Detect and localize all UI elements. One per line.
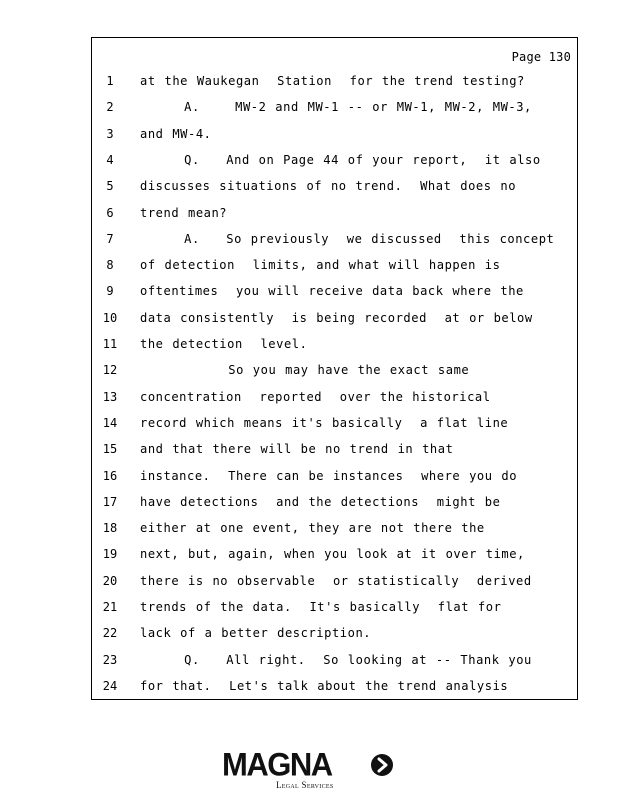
line-number: 16 bbox=[102, 468, 118, 483]
transcript-line bbox=[92, 152, 577, 168]
line-number: 2 bbox=[106, 100, 114, 115]
line-text: have detections and the detections might be bbox=[140, 494, 501, 509]
line-text: lack of a better description. bbox=[140, 626, 372, 641]
transcript-line bbox=[92, 520, 577, 536]
transcript-line bbox=[92, 231, 577, 247]
line-text: discusses situations of no trend. What does no bbox=[140, 179, 517, 194]
line-text: and MW-4. bbox=[140, 126, 212, 141]
line-number: 5 bbox=[106, 179, 114, 194]
line-text: data consistently is being recorded at or below bbox=[140, 310, 533, 325]
line-text: at the Waukegan Station for the trend testing? bbox=[140, 74, 525, 88]
line-number: 8 bbox=[106, 258, 114, 273]
line-text: either at one event, they are not there the bbox=[140, 521, 485, 536]
line-text: So you may have the exact same bbox=[140, 363, 470, 378]
line-text: Q. All right. So looking at -- Thank you bbox=[140, 652, 532, 667]
logo-wordmark: MAGNA bbox=[222, 746, 332, 783]
transcript-line bbox=[92, 415, 577, 431]
line-text: there is no observable or statistically derived bbox=[140, 573, 532, 588]
magna-logo bbox=[222, 748, 398, 794]
line-number: 4 bbox=[106, 152, 114, 167]
transcript-line bbox=[92, 283, 577, 299]
transcript-line bbox=[92, 362, 577, 378]
transcript-line bbox=[92, 389, 577, 405]
line-text: A. So previously we discussed this concept bbox=[140, 231, 555, 246]
line-number: 24 bbox=[102, 678, 118, 693]
transcript-line bbox=[92, 99, 577, 115]
transcript-line bbox=[92, 126, 577, 142]
transcript-line bbox=[92, 441, 577, 457]
line-text: Q. And on Page 44 of your report, it also bbox=[140, 152, 541, 167]
line-text: next, but, again, when you look at it over time, bbox=[140, 547, 525, 562]
line-text: for that. Let's talk about the trend analysis bbox=[140, 678, 509, 693]
line-number: 20 bbox=[102, 573, 118, 588]
transcript-page bbox=[91, 37, 578, 700]
transcript-line bbox=[92, 573, 577, 589]
line-text: the detection level. bbox=[140, 337, 308, 351]
transcript-line bbox=[92, 599, 577, 615]
line-text: instance. There can be instances where you do bbox=[140, 468, 518, 483]
line-number: 22 bbox=[102, 626, 118, 641]
line-number: 19 bbox=[102, 547, 118, 562]
line-text: trend mean? bbox=[140, 205, 228, 220]
arrow-circle-icon bbox=[371, 754, 393, 776]
line-number: 10 bbox=[102, 310, 118, 325]
line-number: 21 bbox=[102, 600, 118, 614]
line-number: 13 bbox=[102, 389, 118, 404]
transcript-line bbox=[92, 468, 577, 484]
line-number: 7 bbox=[106, 231, 114, 246]
line-number: 17 bbox=[102, 494, 118, 509]
transcript-line bbox=[92, 205, 577, 221]
line-number: 15 bbox=[102, 442, 118, 457]
line-number: 11 bbox=[102, 337, 118, 351]
transcript-line bbox=[92, 178, 577, 194]
line-number: 6 bbox=[106, 205, 114, 220]
transcript-line bbox=[92, 73, 577, 89]
line-text: of detection limits, and what will happen is bbox=[140, 258, 501, 273]
line-number: 23 bbox=[102, 652, 118, 667]
line-number: 3 bbox=[106, 126, 114, 141]
transcript-line bbox=[92, 336, 577, 352]
transcript-line bbox=[92, 652, 577, 668]
line-number: 14 bbox=[102, 415, 118, 430]
line-text: and that there will be no trend in that bbox=[140, 442, 454, 457]
page-number: Page 130 bbox=[511, 50, 571, 64]
line-number: 12 bbox=[102, 363, 118, 378]
transcript-line bbox=[92, 494, 577, 510]
line-text: concentration reported over the historical bbox=[140, 389, 491, 404]
line-text: oftentimes you will receive data back where the bbox=[140, 284, 524, 299]
transcript-line bbox=[92, 257, 577, 273]
line-number: 1 bbox=[106, 74, 114, 88]
logo-subtitle: Legal Services bbox=[276, 780, 334, 790]
line-text: A. MW-2 and MW-1 -- or MW-1, MW-2, MW-3, bbox=[140, 100, 532, 115]
line-number: 18 bbox=[102, 521, 118, 536]
transcript-line bbox=[92, 546, 577, 562]
transcript-line bbox=[92, 310, 577, 326]
line-text: record which means it's basically a flat line bbox=[140, 415, 509, 430]
line-number: 9 bbox=[106, 284, 114, 299]
line-text: trends of the data. It's basically flat for bbox=[140, 600, 502, 614]
transcript-line bbox=[92, 678, 577, 694]
transcript-line bbox=[92, 625, 577, 641]
